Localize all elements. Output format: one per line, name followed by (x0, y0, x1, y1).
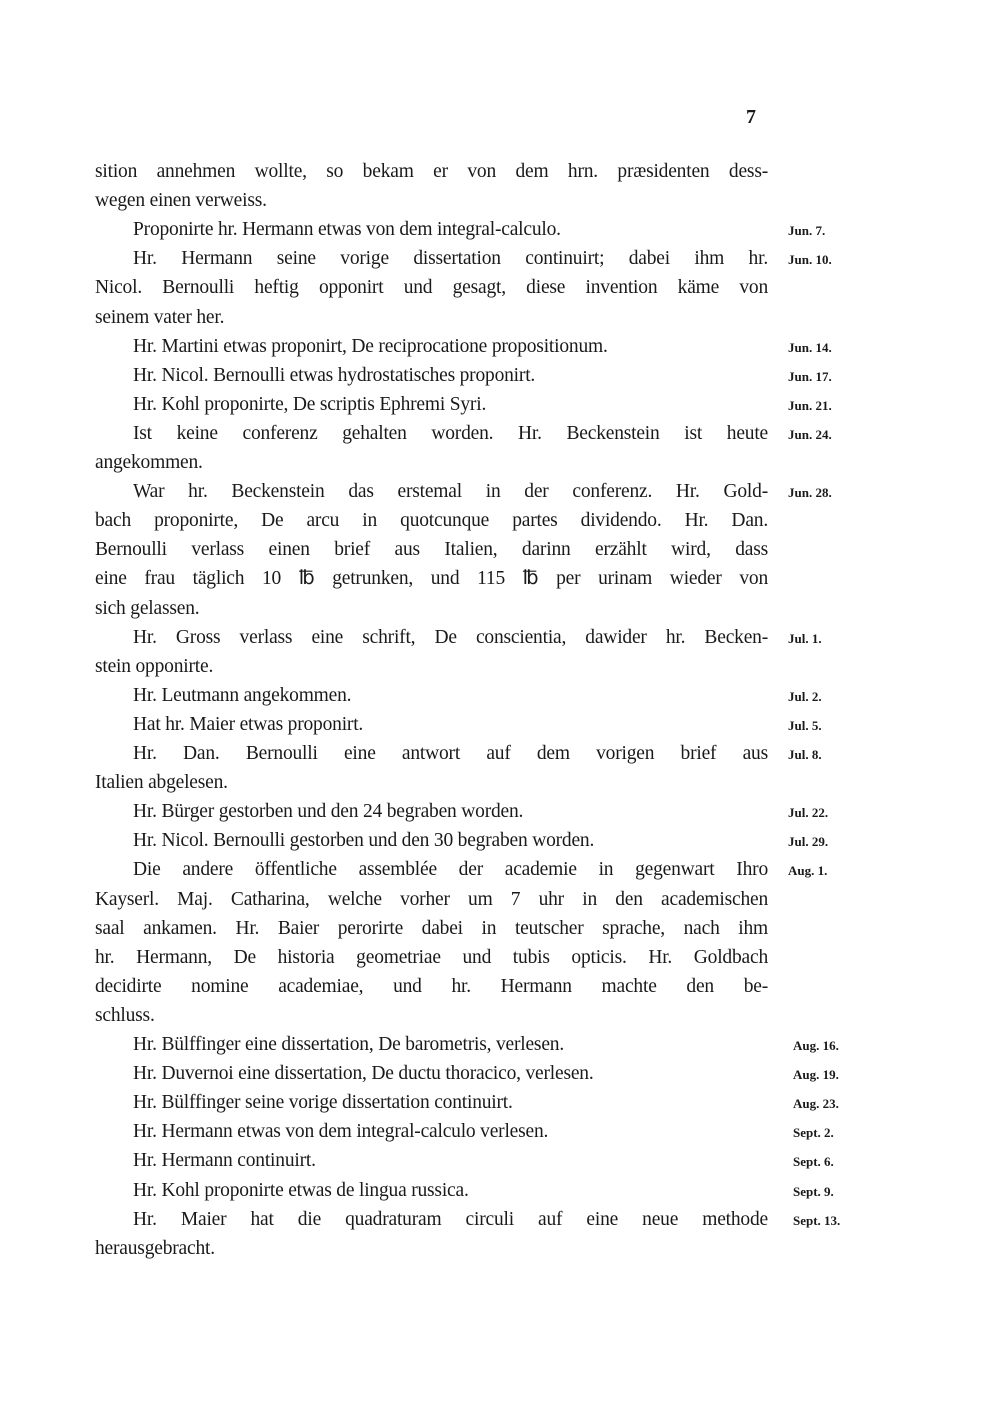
entry-line: Italien abgelesen. (95, 772, 228, 794)
entry-date: Aug. 23. (793, 1096, 839, 1112)
entry-line: decidirte nomine academiae, und hr. Hermann machte den be- (95, 975, 768, 997)
entry-line: Hr. Nicol. Bernoulli etwas hydrostatisches proponirt. (133, 364, 536, 386)
entry-date: Jun. 17. (788, 368, 832, 384)
entry-line: Hat hr. Maier etwas proponirt. (133, 713, 364, 735)
entry-line: Hr. Martini etwas proponirt, De reciprocatione propositionum. (133, 335, 608, 357)
entry-line: Hr. Hermann seine vorige dissertation continuirt; dabei ihm hr. (133, 248, 768, 270)
entry-line: wegen einen verweiss. (95, 190, 267, 212)
entry-line: schluss. (95, 1004, 155, 1026)
entry-line: Nicol. Bernoulli heftig opponirt und gesagt, diese invention käme von (95, 277, 768, 299)
entry-line: angekommen. (95, 452, 203, 473)
entry-line: Hr. Bülffinger seine vorige dissertation continuirt. (133, 1092, 513, 1114)
entry-line: Hr. Nicol. Bernoulli gestorben und den 30 begraben worden. (133, 830, 595, 852)
page-number: 7 (746, 106, 756, 128)
entry-date: Jun. 28. (788, 485, 832, 501)
entry-date: Sept. 13. (793, 1212, 841, 1228)
entry-line: Hr. Kohl proponirte, De scriptis Ephremi Syri. (133, 393, 487, 415)
entry-line: stein opponirte. (95, 655, 214, 677)
entry-line: Hr. Hermann continuirt. (133, 1150, 316, 1172)
entry-date: Sept. 2. (793, 1125, 834, 1141)
entry-date: Jun. 24. (788, 426, 832, 442)
entry-line: Ist keine conferenz gehalten worden. Hr. Beckenstein ist heute (133, 422, 768, 444)
entry-line: Hr. Leutmann angekommen. (133, 684, 352, 706)
entry-line: Hr. Bürger gestorben und den 24 begraben worden. (133, 801, 524, 823)
entry-line: eine frau täglich 10 ℔ getrunken, und 115 ℔ per urinam wieder von (95, 568, 768, 590)
entry-line: Hr. Gross verlass eine schrift, De conscientia, dawider hr. Becken- (133, 626, 768, 648)
entry-line: Hr. Maier hat die quadraturam circuli auf eine neue methode (133, 1208, 768, 1230)
entry-line: Hr. Duvernoi eine dissertation, De ductu thoracico, verlesen. (133, 1063, 594, 1085)
entry-line: bach proponirte, De arcu in quotcunque partes dividendo. Hr. Dan. (95, 510, 768, 532)
entry-date: Jun. 7. (788, 223, 826, 239)
entry-date: Sept. 9. (793, 1183, 834, 1199)
entry-line: Hr. Bülffinger eine dissertation, De barometris, verlesen. (133, 1034, 564, 1055)
entry-line: Hr. Hermann etwas von dem integral-calculo verlesen. (133, 1121, 549, 1143)
entry-line: saal ankamen. Hr. Baier perorirte dabei in teutscher sprache, nach ihm (95, 917, 768, 939)
entry-date: Jul. 5. (788, 717, 822, 733)
entry-line: Kayserl. Maj. Catharina, welche vorher um 7 uhr in den academischen (95, 888, 768, 910)
entry-line: Hr. Dan. Bernoulli eine antwort auf dem vorigen brief aus (133, 743, 768, 764)
entry-line: sich gelassen. (95, 597, 200, 619)
entry-date: Sept. 6. (793, 1154, 834, 1170)
entry-date: Jul. 8. (788, 747, 822, 762)
entry-line: herausgebracht. (95, 1237, 215, 1259)
entry-date: Aug. 1. (788, 863, 828, 879)
entry-date: Jul. 22. (788, 805, 829, 821)
entry-line: seinem vater her. (95, 306, 225, 328)
entry-date: Jul. 29. (788, 834, 829, 850)
entry-line: Bernoulli verlass einen brief aus Italien, darinn erzählt wird, dass (95, 539, 768, 561)
entry-date: Aug. 16. (793, 1038, 839, 1053)
entry-line: Hr. Kohl proponirte etwas de lingua russica. (133, 1179, 469, 1201)
entry-date: Jun. 10. (788, 252, 832, 268)
entry-line: Die andere öffentliche assemblée der academie in gegenwart Ihro (133, 859, 768, 881)
entry-date: Jul. 1. (788, 630, 822, 646)
entry-date: Jun. 14. (788, 339, 832, 355)
entry-line: sition annehmen wollte, so bekam er von dem hrn. præsidenten dess- (95, 161, 768, 182)
entry-date: Jul. 2. (788, 688, 822, 704)
entry-line: hr. Hermann, De historia geometriae und tubis opticis. Hr. Goldbach (95, 946, 768, 968)
entry-line: War hr. Beckenstein das erstemal in der conferenz. Hr. Gold- (133, 481, 768, 503)
entry-line: Proponirte hr. Hermann etwas von dem integral-calculo. (133, 219, 561, 241)
entry-date: Jun. 21. (788, 397, 832, 413)
entry-date: Aug. 19. (793, 1067, 839, 1083)
